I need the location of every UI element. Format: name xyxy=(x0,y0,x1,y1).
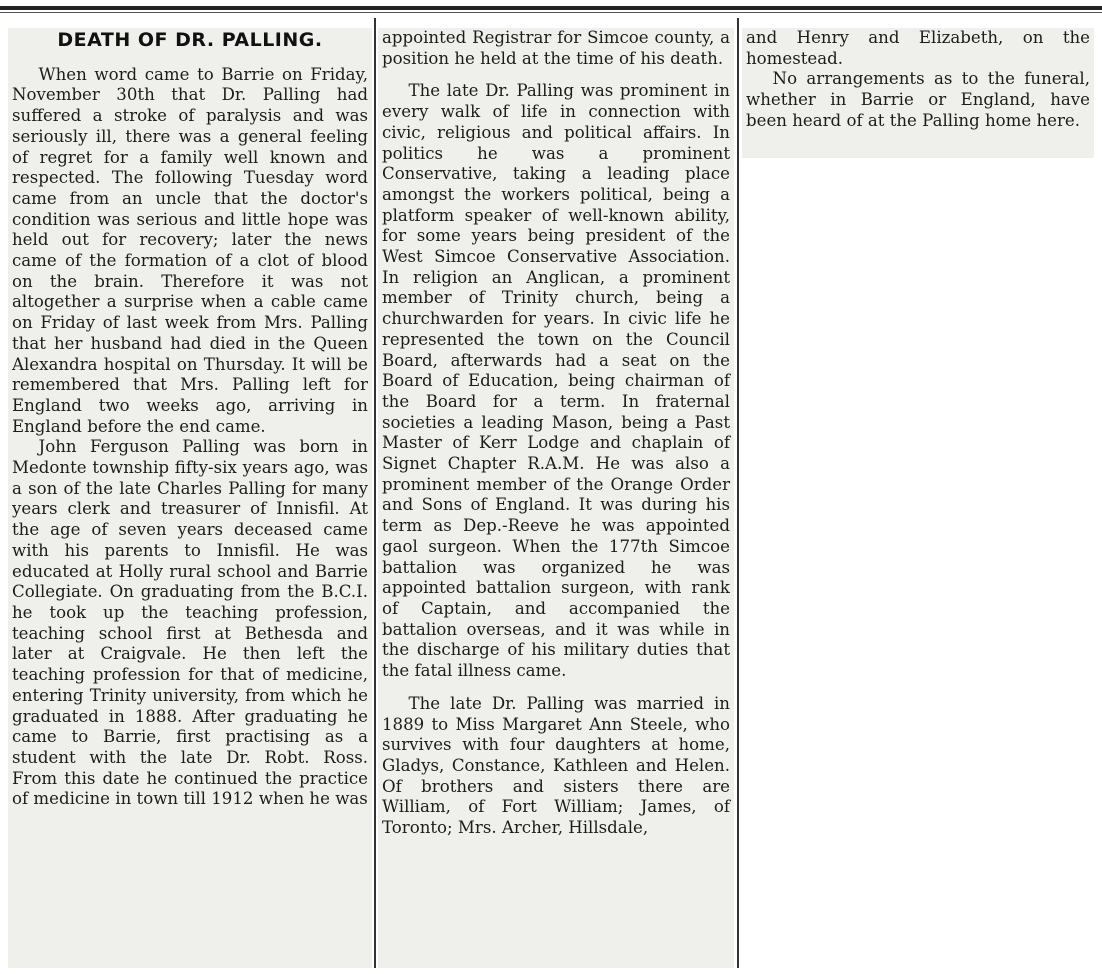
paragraph-4: The late Dr. Palling was prominent in every walk of life in connection with civic, religious and political affairs. In politics he was a prominent Conservative, taking a leading place amongst the workers political, being a platform speaker of well-known ability, for some years being president of the West Simcoe Conservative Association. In religion an Anglican, a prominent member of Trinity church, being a churchwarden for years. In civic life he represented the town on the Council Board, afterwards had a seat on the Board of Education, being chairman of the Board for a term. In fraternal societies a leading Mason, being a Past Master of Kerr Lodge and chaplain of Signet Chapter R.A.M. He was also a prominent member of the Orange Order and Sons of England. It was during his term as Dep.-Reeve he was appointed gaol surgeon. When the 177th Simcoe battalion was organized he was appointed battalion surgeon, with rank of Captain, and accompanied the battalion overseas, and it was while in the discharge of his military duties that the fatal illness came. xyxy=(382,81,730,681)
top-rule xyxy=(0,6,1102,10)
paragraph-1: When word came to Barrie on Friday, November 30th that Dr. Palling had suffered a stroke of paralysis and was seriously ill, there was a general feeling of regret for a family well known and respected. The following Tuesday word came from an uncle that the doctor's condition was serious and little hope was held out for recovery; later the news came of the formation of a clot of blood on the brain. Therefore it was not altogether a surprise when a cable came on Friday of last week from Mrs. Palling that her husband had died in the Queen Alexandra hospital on Thursday. It will be remembered that Mrs. Palling left for England two weeks ago, arriving in England before the end came. xyxy=(12,64,368,436)
paragraph-6: and Henry and Elizabeth, on the homestead. xyxy=(746,28,1090,68)
column-divider-1 xyxy=(374,18,376,968)
paragraph-7: No arrangements as to the funeral, whether in Barrie or England, have been heard of at the Palling home here. xyxy=(746,69,1090,130)
column-divider-2 xyxy=(737,18,739,968)
top-rule-thin xyxy=(0,12,1102,13)
article-column-3 xyxy=(742,28,1094,158)
article-column-2 xyxy=(378,28,734,968)
paragraph-5: The late Dr. Palling was married in 1889 to Miss Margaret Ann Steele, who survives with four daughters at home, Gladys, Constance, Kathleen and Helen. Of brothers and sisters there are William, of Fort William; James, of Toronto; Mrs. Archer, Hillsdale, xyxy=(382,693,730,838)
paragraph-2: John Ferguson Palling was born in Medonte township fifty-six years ago, was a son of the late Charles Palling for many years clerk and treasurer of Innisfil. At the age of seven years deceased came with his parents to Innisfil. He was educated at Holly rural school and Barrie Collegiate. On graduating from the B.C.I. he took up the teaching profession, teaching school first at Bethesda and later at Craigvale. He then left the teaching profession for that of medicine, entering Trinity university, from which he graduated in 1888. After graduating he came to Barrie, first practising as a student with the late Dr. Robt. Ross. From this date he continued the practice of medicine in town till 1912 when he was xyxy=(12,437,368,809)
paragraph-3: appointed Registrar for Simcoe county, a position he held at the time of his death. xyxy=(382,28,730,68)
headline: DEATH OF DR. PALLING. xyxy=(57,29,323,51)
article-column-1 xyxy=(8,28,372,968)
blank-area xyxy=(744,162,1102,974)
